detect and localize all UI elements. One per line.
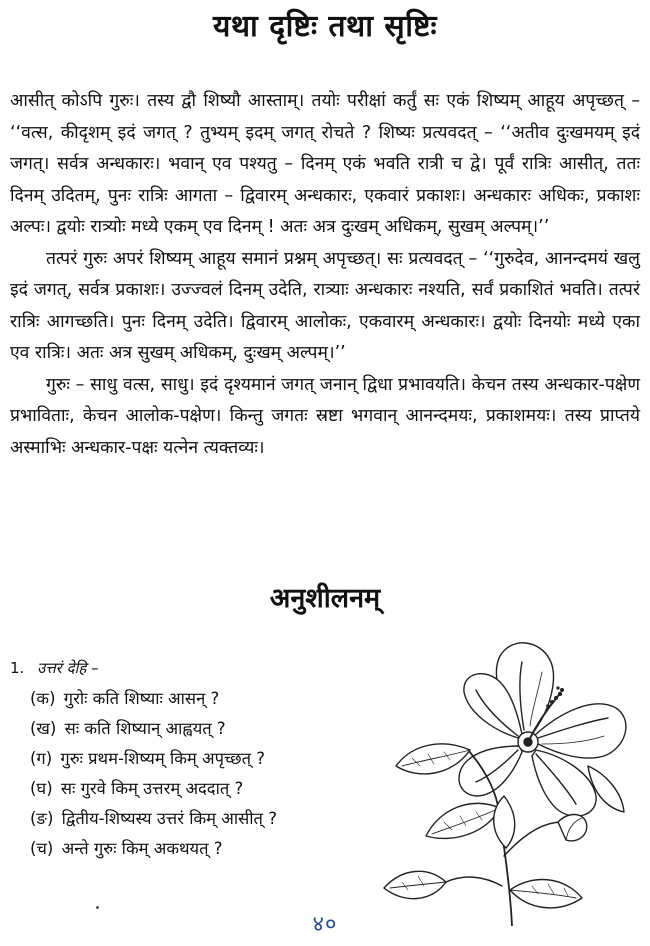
question-text: गुरुः प्रथम-शिष्यम् किम् अपृच्छत् ? bbox=[60, 749, 266, 768]
exercise-number: 1. bbox=[10, 659, 25, 677]
story-paragraph-2: तत्परं गुरुः अपरं शिष्यम् आहूय समानं प्रश्नम् अपृच्छत्। सः प्रत्यवदत् – ‘‘गुरुदेव, आनन्दमयं खलु इदं जगत्, सर्वत्र प्रकाशः। उज्ज्वलं दिनम् उदेति, रात्र्याः अन्धकारः नश्यति, सर्वं प्रकाशितं भवति। तत्परं रात्रिः आगच्छति। पुनः दिनम् उदेति। द्विवारम् आलोकः, एकवारम् अन्धकारः। द्वयोः दिनयोः मध्ये एका एव रात्रिः। अतः अत्र सुखम् अधिकम्, दुःखम् अल्पम्।’’ bbox=[10, 248, 640, 363]
question-text: अन्ते गुरुः किम् अकथयत् ? bbox=[61, 839, 223, 858]
question-item bbox=[30, 834, 390, 864]
question-item bbox=[30, 774, 390, 804]
story-paragraph-3: गुरुः – साधु वत्स, साधु। इदं दृश्यमानं जगत् जनान् द्विधा प्रभावयति। केचन तस्य अन्धकार-पक्षेण प्रभाविताः, केचन आलोक-पक्षेण। किन्तु जगतः स्रष्टा भगवान् आनन्दमयः, प्रकाशमयः। तस्य प्राप्तये अस्माभिः अन्धकार-पक्षः यत्नेन त्यक्तव्यः। bbox=[10, 374, 640, 458]
question-mark: (ख) bbox=[30, 719, 57, 738]
question-item bbox=[30, 714, 390, 744]
question-text: सः गुरवे किम् उत्तरम् अददात् ? bbox=[60, 779, 244, 798]
question-mark: (घ) bbox=[30, 779, 53, 798]
question-item bbox=[30, 684, 390, 714]
section-title: अनुशीलनम् bbox=[269, 583, 381, 614]
question-text: सः कति शिष्यान् आह्वयत् ? bbox=[64, 719, 226, 738]
exercise-heading bbox=[10, 656, 390, 680]
question-item bbox=[30, 804, 390, 834]
exercise-block bbox=[10, 656, 390, 864]
question-text: द्वितीय-शिष्यस्य उत्तरं किम् आसीत् ? bbox=[61, 809, 277, 828]
page-number: ४० bbox=[312, 912, 338, 937]
question-mark: (क) bbox=[30, 689, 56, 708]
question-list bbox=[10, 684, 390, 864]
hibiscus-flower-icon bbox=[372, 626, 642, 926]
question-item bbox=[30, 744, 390, 774]
question-mark: (ङ) bbox=[30, 809, 54, 828]
question-mark: (ग) bbox=[30, 749, 53, 768]
story-text bbox=[10, 86, 640, 464]
question-text: गुरोः कति शिष्याः आसन् ? bbox=[63, 689, 220, 708]
story-paragraph-1: आसीत् कोऽपि गुरुः। तस्य द्वौ शिष्यौ आस्ताम्। तयोः परीक्षां कर्तुं सः एकं शिष्यम् आहूय अपृच्छत् – ‘‘वत्स, कीदृशम् इदं जगत् ? तुभ्यम् इदम् जगत् रोचते ? शिष्यः प्रत्यवदत् – ‘‘अतीव दुःखमयम् इदं जगत्। सर्वत्र अन्धकारः। भवान् एव पश्यतु – दिनम् एकं भवति रात्री च द्वे। पूर्वं रात्रिः आसीत्, ततः दिनम् उदितम्, पुनः रात्रिः आगता – द्विवारम् अन्धकारः, एकवारं प्रकाशः। अन्धकारः अधिकः, प्रकाशः अल्पः। द्वयोः रात्र्योः मध्ये एकम् एव दिनम् ! अतः अत्र दुःखम् अधिकम्, सुखम् अल्पम्।’’ bbox=[10, 91, 640, 237]
page-title: यथा दृष्टिः तथा सृष्टिः bbox=[212, 9, 438, 44]
exercise-instruction: उत्तरं देहि – bbox=[37, 659, 99, 677]
question-mark: (च) bbox=[30, 839, 54, 858]
